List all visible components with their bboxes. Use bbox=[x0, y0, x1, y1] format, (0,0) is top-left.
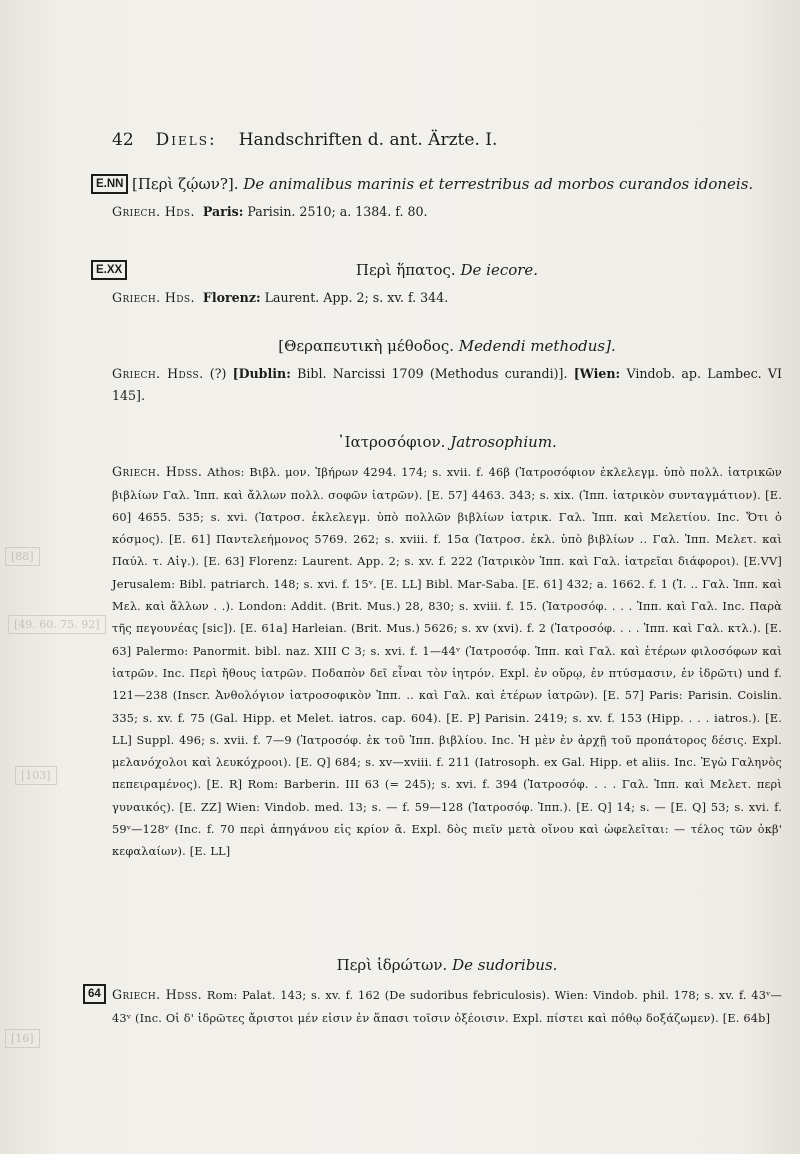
greek-title: Περὶ ἥπατος. bbox=[355, 261, 456, 279]
mss-label: Griech. Hdss. bbox=[112, 464, 203, 480]
greek-title: [Θεραπευτικὴ μέθοδος. bbox=[278, 337, 454, 355]
entry-title bbox=[112, 336, 782, 357]
mss-text: Laurent. App. 2; s. xv. f. 344. bbox=[264, 290, 449, 306]
running-head-title: Handschriften d. ant. Ärzte. I. bbox=[238, 130, 498, 150]
latin-title: Jatrosophium. bbox=[450, 433, 557, 451]
latin-title: De iecore. bbox=[460, 261, 539, 279]
entry-mss: Griech. Hdss. (?) [Dublin: Bibl. Narcissi 1709 (Methodus curandi)]. [Wien: Vindob. ap. Lambec. VI 145]. bbox=[112, 366, 782, 403]
ms-tag: E.NN bbox=[91, 174, 128, 194]
entry-title bbox=[96, 174, 782, 195]
bleed-label-2: [49. 60. 75. 92] bbox=[8, 615, 106, 634]
location: Paris: bbox=[202, 204, 244, 220]
greek-title: [Περὶ ζῴων?]. bbox=[132, 175, 239, 193]
mss-label: Griech. Hds. bbox=[112, 290, 195, 306]
entry-method bbox=[112, 336, 782, 406]
entry-liver bbox=[96, 260, 782, 309]
entry-iatrosophium bbox=[112, 432, 782, 863]
ms-tag: 64 bbox=[83, 984, 106, 1004]
greek-title: ᾿Ιατροσόφιον. bbox=[337, 433, 446, 451]
entry-mss bbox=[88, 984, 782, 1029]
mss-label: Griech. Hdss. bbox=[112, 987, 203, 1003]
mss-body: Rom: Palat. 143; s. xv. f. 162 (De sudoribus febriculosis). Wien: Vindob. phil. 178; s. xv. f. 43ᵛ—43ᵛ (Inc. Οἱ δ' ἱδρῶτες ἄριστοι μέν εἰσιν ἐν ἅπασι τοῖσιν ὀξέοισιν. Expl. πίστει καὶ πόθῳ δοξάζωμεν). [E. 64b] bbox=[112, 989, 782, 1025]
bleed-label-1: [88] bbox=[5, 547, 40, 566]
mss-label: Griech. Hds. bbox=[112, 204, 195, 220]
mss-text: Parisin. 2510; a. 1384. f. 80. bbox=[247, 204, 428, 220]
entry-title bbox=[112, 432, 782, 453]
running-head-author: Diels: bbox=[155, 130, 217, 150]
mss-label: Griech. Hdss. bbox=[112, 366, 204, 382]
entry-animals bbox=[96, 174, 782, 223]
entry-title bbox=[96, 260, 782, 281]
entry-sweats bbox=[88, 955, 782, 1029]
entry-mss bbox=[112, 287, 782, 308]
latin-title: Medendi methodus]. bbox=[458, 337, 616, 355]
running-header bbox=[112, 130, 582, 150]
bleed-label-3: [103] bbox=[15, 766, 57, 785]
entry-mss bbox=[112, 201, 782, 222]
greek-title: Περὶ ἱδρώτων. bbox=[336, 956, 448, 974]
page-number: 42 bbox=[112, 130, 134, 150]
mss-body: Athos: Βιβλ. μον. Ἰβήρων 4294. 174; s. xvii. f. 46β (Ἰατροσόφιον ἐκλελεγμ. ὑπὸ πολλ. ἰατρικῶν βιβλίων Γαλ. Ἱππ. καὶ ἄλλων πολλ. σοφῶν ἰατρῶν). [E. 57] 4463. 343; s. xix. (Ἱππ. ἰατρικὸν συνταγμάτιον). [E. 60] 4655. 535; s. xvi. (Ἰατροσ. ἐκλελεγμ. ὑπὸ πολλῶν βιβλίων ἰατρικ. Γαλ. Ἱππ. καὶ Μελετίου. Inc. Ὅτι ὁ κόσμος). [E. 61] Παντελεήμονος 5769. 262; s. xviii. f. 15α (Ἰατροσ. ἐκλ. ὑπὸ βιβλίων .. Γαλ. Ἱππ. Μελετ. καὶ Παύλ. τ. Αἰγ.). [E. 63] Florenz: Laurent. App. 2; s. xv. f. 222 (Ἰατρικὸν Ἱππ. καὶ Γαλ. ἰατρεῖαι διάφοροι). [E.VV] Jerusalem: Bibl. patriarch. 148; s. xvi. f. 15ᵛ. [E. LL] Bibl. Mar-Saba. [E. 61] 432; a. 1662. f. 1 (Ἰ. .. Γαλ. Ἱππ. καὶ Μελ. καὶ ἄλλων . .). London: Addit. (Brit. Mus.) 28, 830; s. xviii. f. 15. (Ἰατροσόφ. . . . Ἱππ. καὶ Γαλ. Inc. Παρὰ τῆς πεγουνέας [sic]). [E. 61a] Harleian. (Brit. Mus.) 5626; s. xv (xvi). f. 2 (Ἰατροσόφ. . . . Ἱππ. καὶ Γαλ. κτλ.). [E. 63] Palermo: Panormit. bibl. naz. XIII C 3; s. xvi. f. 1—44ᵛ (Ἰατροσόφ. Ἱππ. καὶ Γαλ. καὶ ἑτέρων φιλοσόφων καὶ ἰατρῶν. Inc. Περὶ ἤθους ἰατρῶν. Ποδαπὸν δεῖ εἶναι τὸν ἰητρόν. Expl. ἐν οὔρῳ, ἐν πτύσμασιν, ἐν ἱδρῶτι) und f. 121—238 (Inscr. Ἀνθολόγιον ἰατροσοφικὸν Ἱππ. .. καὶ Γαλ. καὶ ἑτέρων ἰατρῶν). [E. 57] Paris: Parisin. Coislin. 335; s. xv. f. 75 (Gal. Hipp. et Melet. iatros. cap. 604). [E. P] Parisin. 2419; s. xv. f. 153 (Hipp. . . . iatros.). [E. LL] Suppl. 496; s. xvii. f. 7—9 (Ἰατροσόφ. ἐκ τοῦ Ἱππ. βιβλίου. Inc. Ἡ μὲν ἐν ἀρχῇ τοῦ προπάτορος δέσις. Expl. μελανόχολοι καὶ λευκόχροοι). [E. Q] 684; s. xv—xviii. f. 211 (Iatrosoph. ex Gal. Hipp. et aliis. Inc. Ἐγὼ Γαληνὸς πεπειραμένος). [E. R] Rom: Barberin. III 63 (= 245); s. xvi. f. 394 (Ἰατροσόφ. . . . Γαλ. Ἱππ. καὶ Μελετ. περὶ γυναικός). [E. ZZ] Wien: Vindob. med. 13; s. — f. 59—128 (Ἰατροσόφ. Ἱππ.). [E. Q] 14; s. — [E. Q] 53; s. xvi. f. 59ᵛ—128ᵛ (Inc. f. 70 περὶ ἀπηγάνου εἰς κρίον ᾱ. Expl. δὸς πιεῖν μετὰ οἴνου καὶ ὠφελεῖται: — τέλος τῶν ὀκβ' κεφαλαίων). [E. LL] bbox=[112, 466, 783, 859]
location: Florenz: bbox=[202, 290, 261, 306]
ms-tag: E.XX bbox=[91, 260, 127, 280]
latin-title: De sudoribus. bbox=[452, 956, 558, 974]
entry-mss bbox=[112, 461, 782, 862]
latin-title: De animalibus marinis et terrestribus ad morbos curandos idoneis. bbox=[243, 175, 754, 193]
entry-title bbox=[112, 955, 782, 976]
bleed-label-4: [16] bbox=[5, 1029, 40, 1048]
